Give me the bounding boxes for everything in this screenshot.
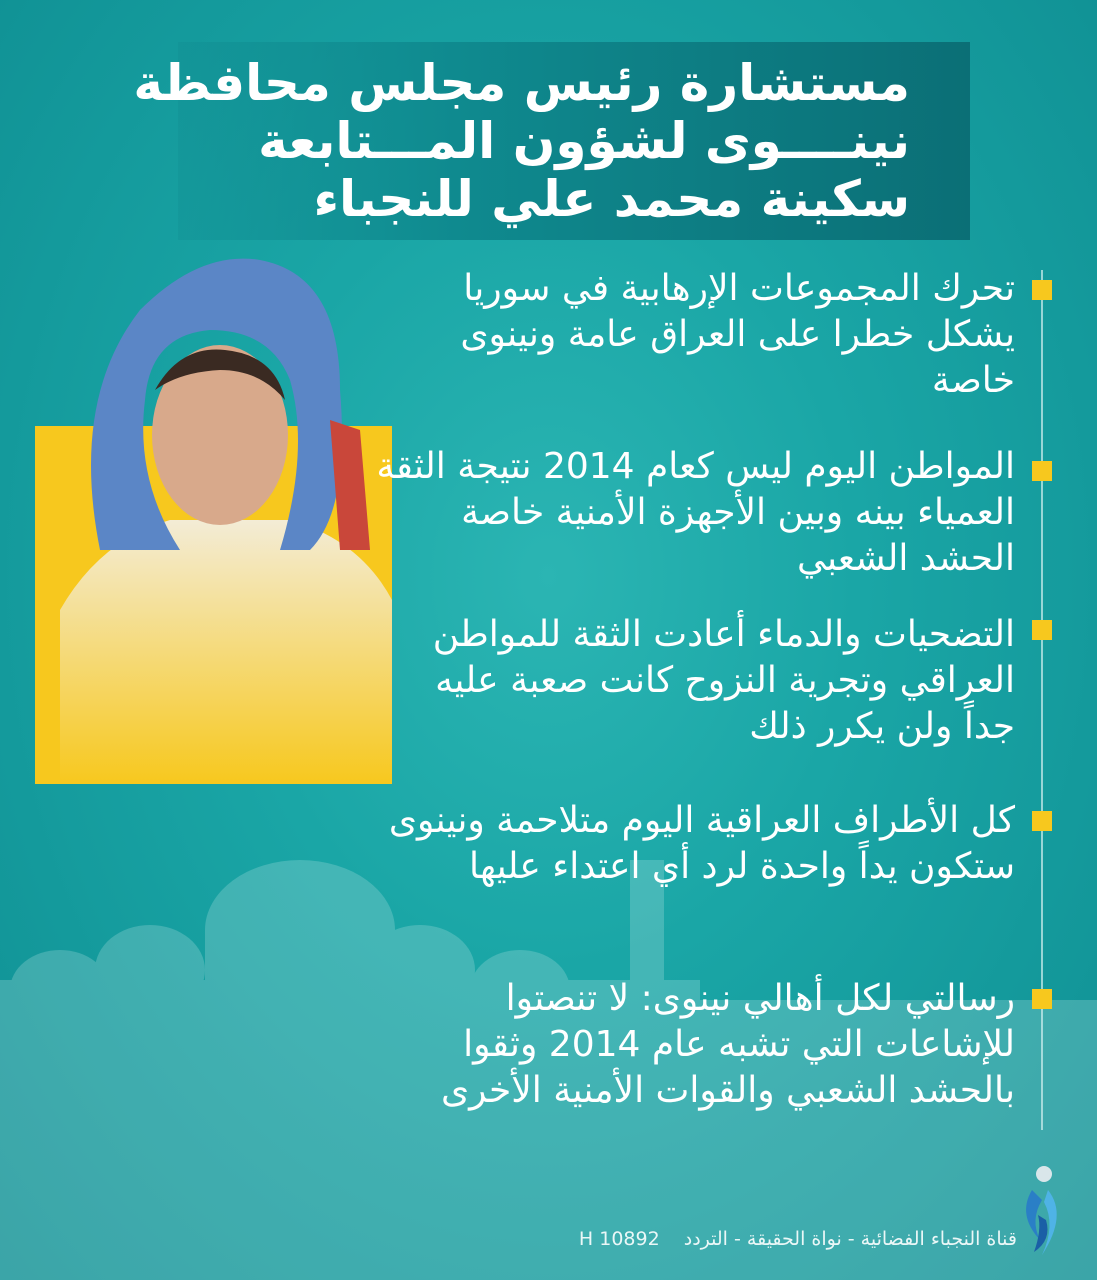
- bullet-5: [1032, 989, 1052, 1009]
- headline-line-2: نينــــوى لشؤون المـــتابعة: [258, 112, 910, 170]
- channel-logo-icon: [1012, 1160, 1072, 1260]
- headline-box: [133, 42, 970, 240]
- footer-frequency: H 10892: [578, 1228, 660, 1250]
- point-1-text: تحرك المجموعات الإرهابية في سوريا يشكل خطرا على العراق عامة ونينوى خاصة: [460, 268, 1015, 401]
- point-2: [375, 444, 1015, 582]
- point-3: [375, 612, 1015, 750]
- footer-caption: [579, 1228, 1017, 1250]
- person-portrait: [60, 250, 392, 784]
- point-4: [375, 798, 1015, 890]
- footer-text: قناة النجباء الفضائية - نواة الحقيقة - التردد: [683, 1228, 1017, 1250]
- point-1: [375, 266, 1015, 404]
- headline-line-3: سكينة محمد علي للنجباء: [313, 170, 910, 228]
- bullet-2: [1032, 461, 1052, 481]
- point-2-text: المواطن اليوم ليس كعام 2014 نتيجة الثقة العمياء بينه وبين الأجهزة الأمنية خاصة الحشد الشعبي: [376, 446, 1015, 579]
- headline-line-1: مستشارة رئيس مجلس محافظة: [133, 54, 910, 112]
- point-5-text: رسالتي لكل أهالي نينوى: لا تنصتوا للإشاعات التي تشبه عام 2014 وثقوا بالحشد الشعبي والقوات الأمنية الأخرى: [440, 978, 1015, 1111]
- bullet-1: [1032, 280, 1052, 300]
- point-5: [375, 976, 1015, 1114]
- bullet-3: [1032, 620, 1052, 640]
- bullet-4: [1032, 811, 1052, 831]
- point-4-text: كل الأطراف العراقية اليوم متلاحمة ونينوى ستكون يداً واحدة لرد أي اعتداء عليها: [388, 800, 1015, 887]
- point-3-text: التضحيات والدماء أعادت الثقة للمواطن العراقي وتجرية النزوح كانت صعبة عليه جداً ولن يكرر ذلك: [432, 614, 1015, 747]
